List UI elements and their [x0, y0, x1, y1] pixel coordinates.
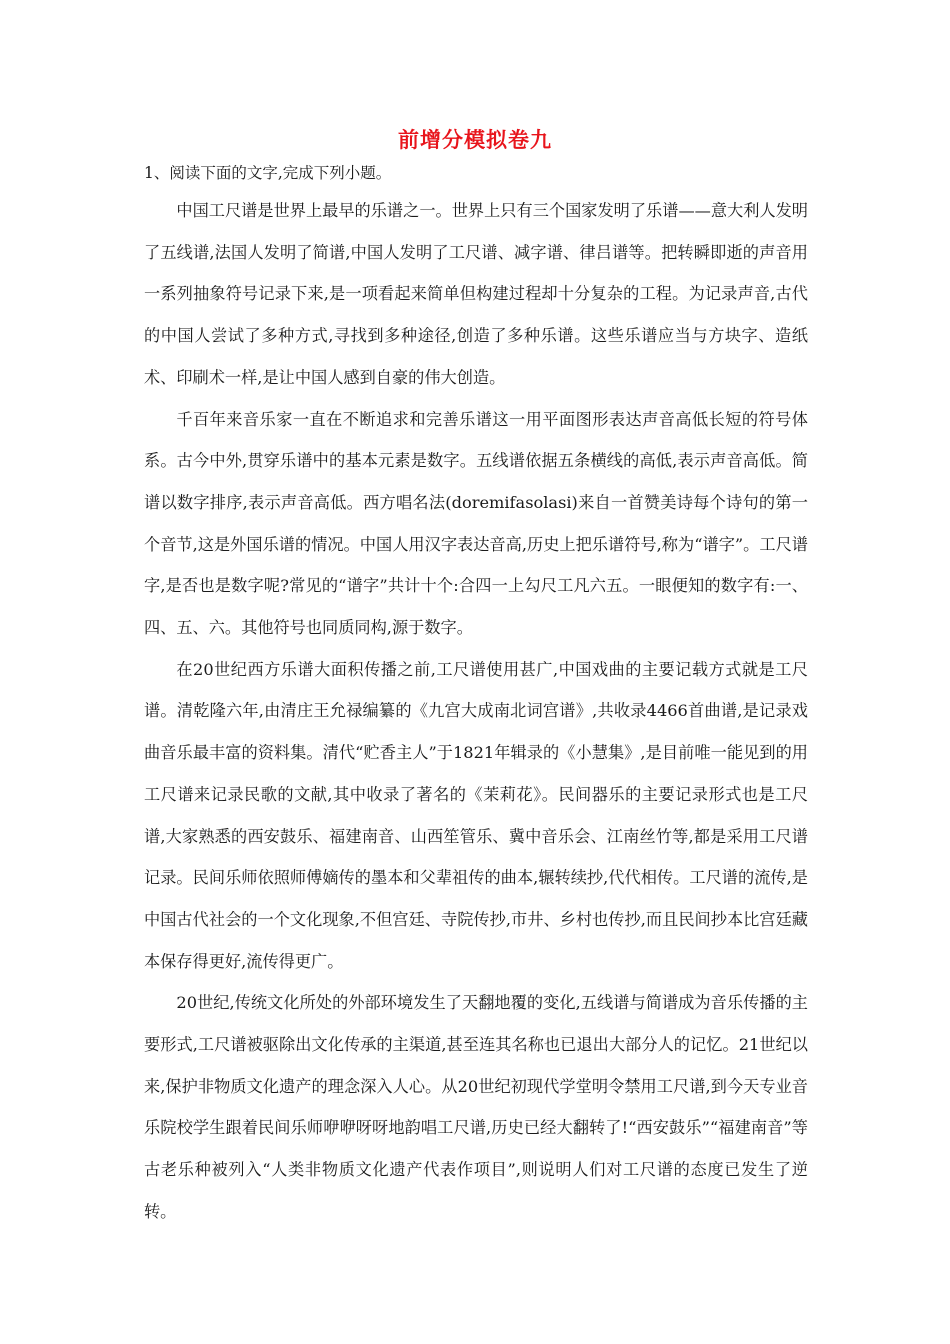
paragraph-4: 20世纪,传统文化所处的外部环境发生了天翻地覆的变化,五线谱与简谱成为音乐传播的主要形式,工尺谱被驱除出文化传承的主渠道,甚至连其名称也已退出大部分人的记忆。21世纪以来,保护非物质文化遗产的理念深入人心。从20世纪初现代学堂明令禁用工尺谱,到今天专业音乐院校学生跟着民间乐师咿咿呀呀地韵唱工尺谱,历史已经大翻转了!“西安鼓乐”“福建南音”等古老乐种被列入“人类非物质文化遗产代表作项目”,则说明人们对工尺谱的态度已发生了逆转。 [144, 993, 808, 1221]
paragraph-1: 中国工尺谱是世界上最早的乐谱之一。世界上只有三个国家发明了乐谱——意大利人发明了五线谱,法国人发明了简谱,中国人发明了工尺谱、减字谱、律吕谱等。把转瞬即逝的声音用一系列抽象符号记录下来,是一项看起来简单但构建过程却十分复杂的工程。为记录声音,古代的中国人尝试了多种方式,寻找到多种途径,创造了多种乐谱。这些乐谱应当与方块字、造纸术、印刷术一样,是让中国人感到自豪的伟大创造。 [144, 201, 808, 387]
paragraph-3: 在20世纪西方乐谱大面积传播之前,工尺谱使用甚广,中国戏曲的主要记载方式就是工尺谱。清乾隆六年,由清庄王允禄编纂的《九宫大成南北词宫谱》,共收录4466首曲谱,是记录戏曲音乐最丰富的资料集。清代“贮香主人”于1821年辑录的《小慧集》,是目前唯一能见到的用工尺谱来记录民歌的文献,其中收录了著名的《茉莉花》。民间器乐的主要记录形式也是工尺谱,大家熟悉的西安鼓乐、福建南音、山西笙管乐、冀中音乐会、江南丝竹等,都是采用工尺谱记录。民间乐师依照师傅嫡传的墨本和父辈祖传的曲本,辗转续抄,代代相传。工尺谱的流传,是中国古代社会的一个文化现象,不但宫廷、寺院传抄,市井、乡村也传抄,而且民间抄本比宫廷藏本保存得更好,流传得更广。 [144, 659, 808, 971]
page-title: 前增分模拟卷九 [398, 127, 552, 152]
question-prompt: 1、阅读下面的文字,完成下列小题。 [144, 164, 392, 182]
paragraph-2: 千百年来音乐家一直在不断追求和完善乐谱这一用平面图形表达声音高低长短的符号体系。古今中外,贯穿乐谱中的基本元素是数字。五线谱依据五条横线的高低,表示声音高低。简谱以数字排序,表示声音高低。西方唱名法(doremifasolasi)来自一首赞美诗每个诗句的第一个音节,这是外国乐谱的情况。中国人用汉字表达音高,历史上把乐谱符号,称为“谱字”。工尺谱字,是否也是数字呢?常见的“谱字”共计十个:合四一上勾尺工凡六五。一眼便知的数字有:一、四、五、六。其他符号也同质同构,源于数字。 [144, 409, 808, 638]
passage-body [144, 190, 808, 1233]
